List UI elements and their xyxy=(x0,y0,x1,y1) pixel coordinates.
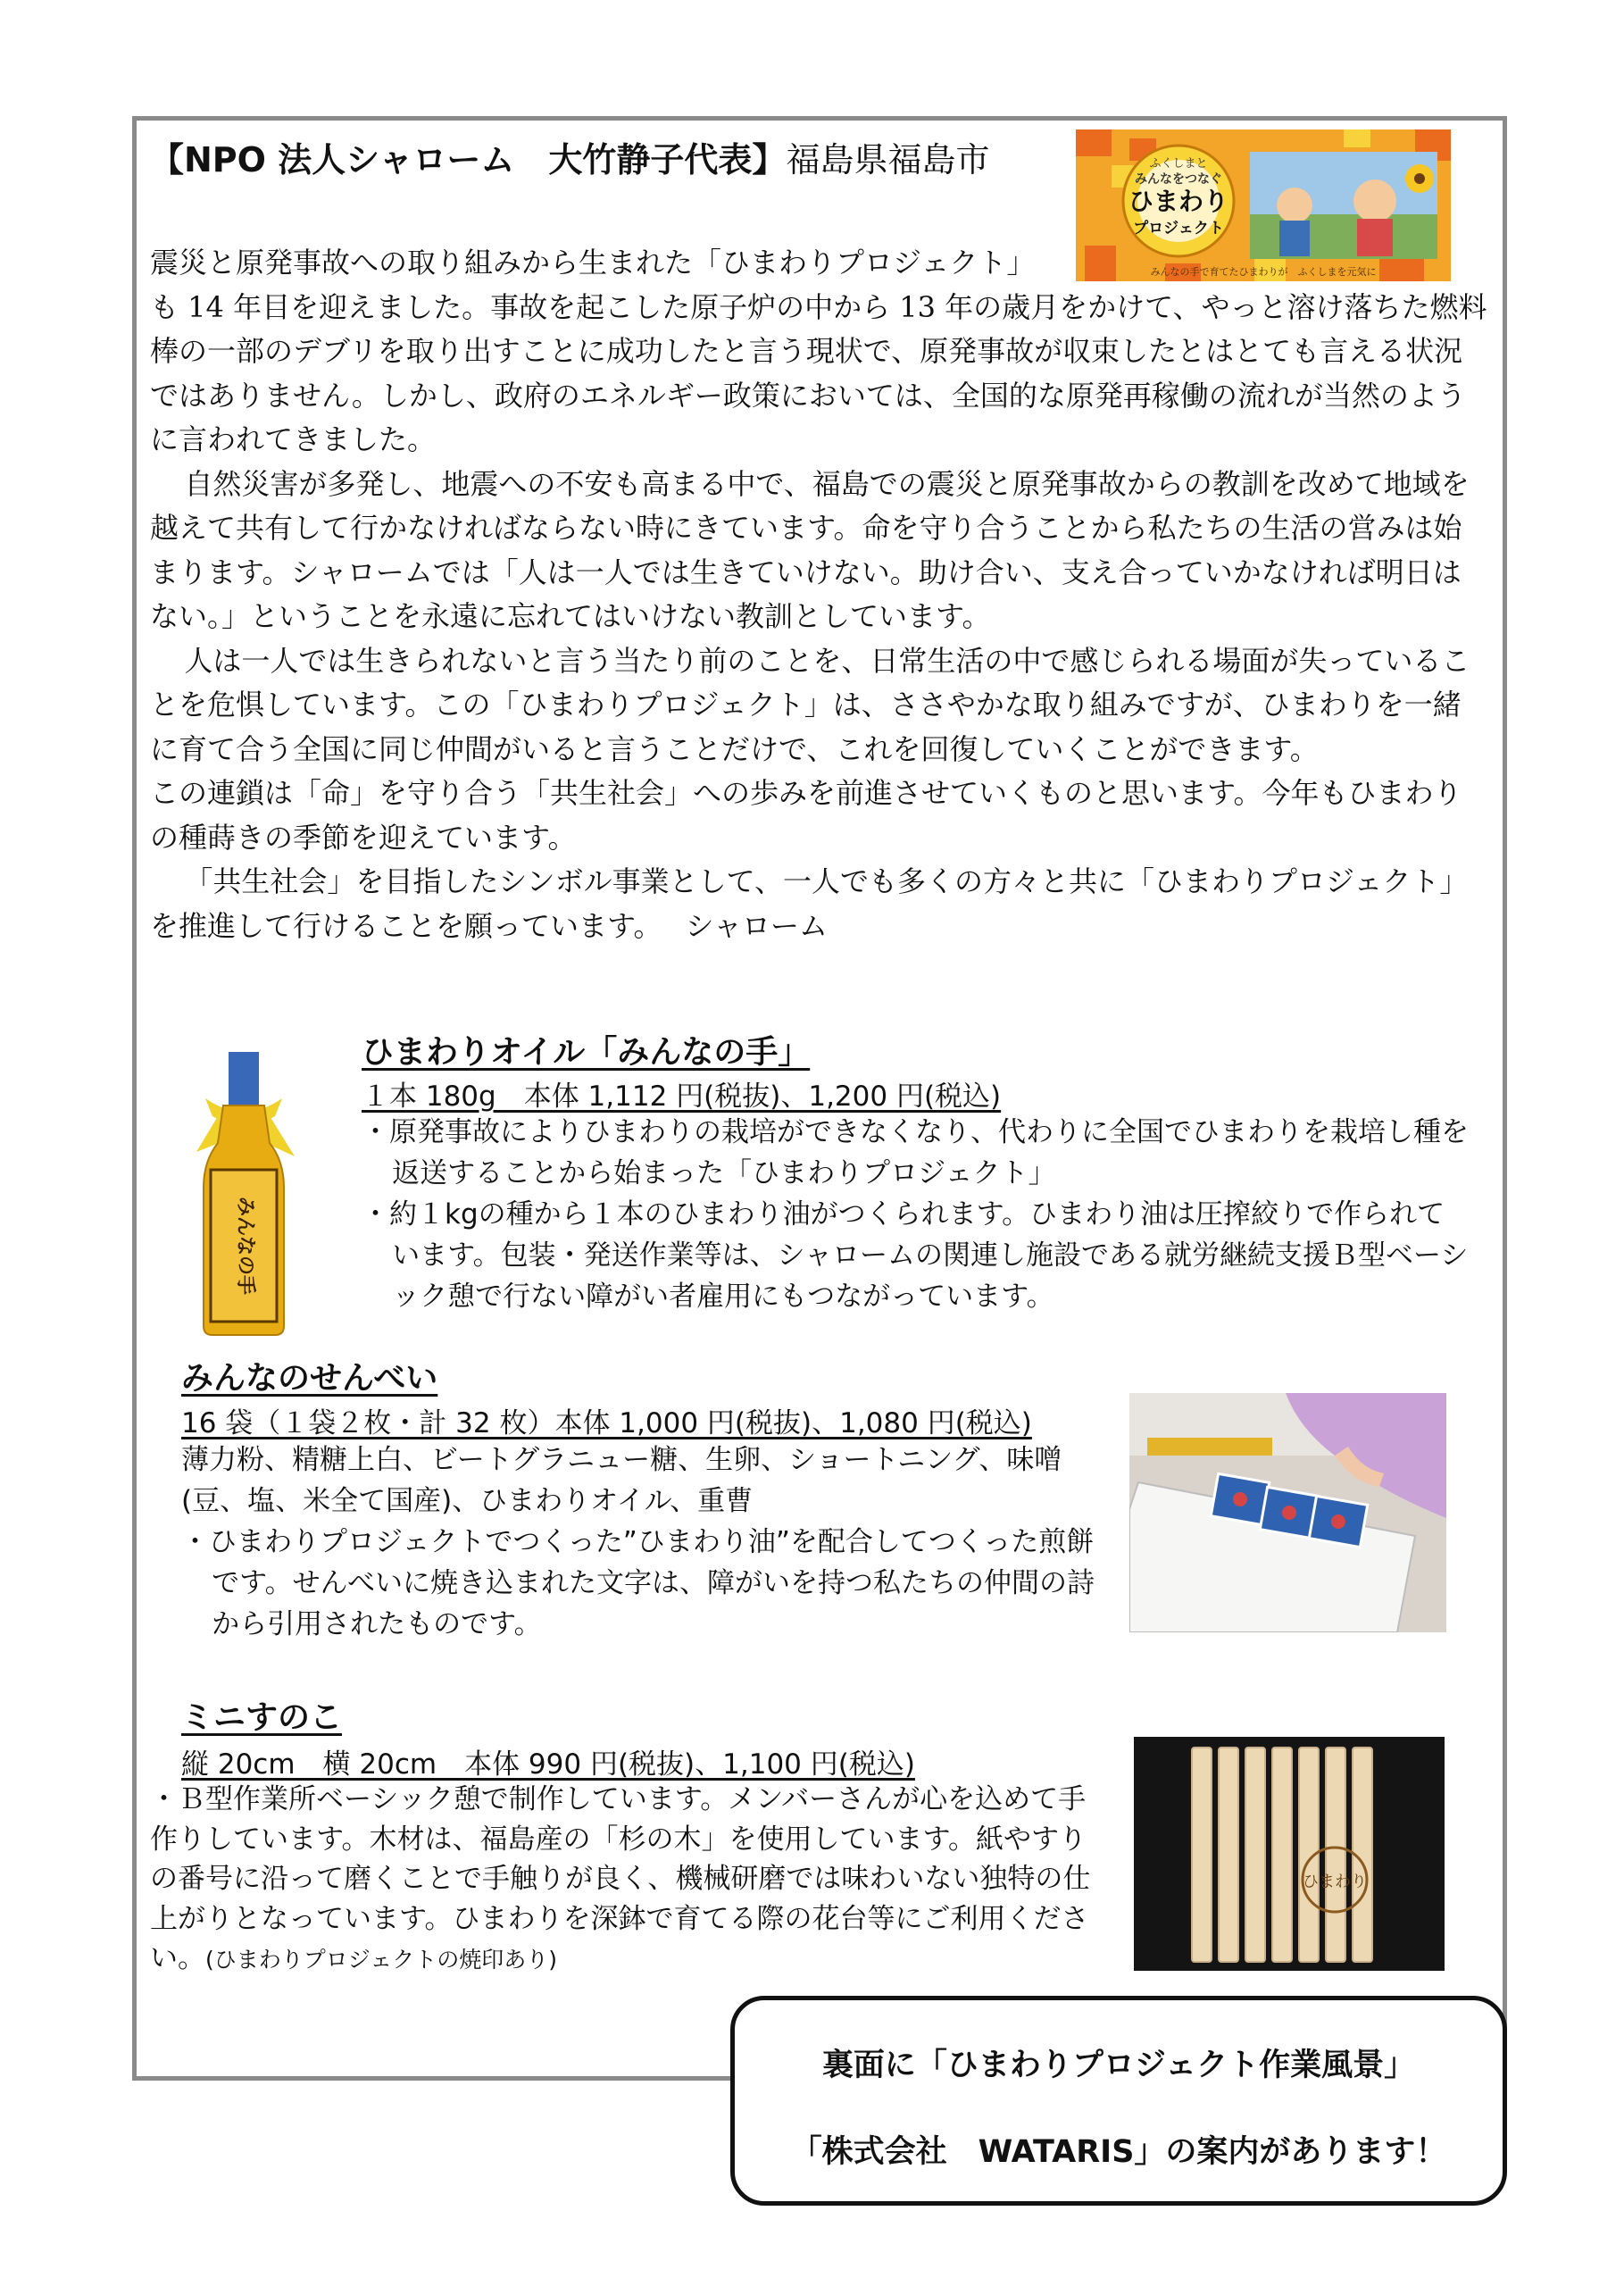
senbei-packing-photo xyxy=(1129,1393,1446,1632)
oil-label-text: みんなの手 xyxy=(234,1196,256,1296)
banner-title-sub: プロジェクト xyxy=(1133,220,1224,238)
product2-bullet: ・ひまわりプロジェクトでつくった”ひまわり油”を配合してつくった煎餅です。せんべいに焼き込まれた文字は、障がいを持つ私たちの仲間の詩から引用されたものです。 xyxy=(181,1526,1095,1640)
org-location: 福島県福島市 xyxy=(786,140,990,179)
product3-price: 縦 20cm 横 20cm 本体 990 円(税抜)、1,100 円(税込) xyxy=(181,1748,915,1781)
org-name: 【NPO 法人シャローム 大竹静子代表】 xyxy=(150,140,787,179)
product3-title: ミニすのこ xyxy=(181,1699,343,1736)
notice-line-2: 「株式会社 WATARIS」の案内があります！ xyxy=(790,2134,1447,2170)
banner-title-main: ひまわり xyxy=(1128,187,1229,216)
product3-description xyxy=(150,1780,1110,1981)
intro-paragraph-1-first: 震災と原発事故への取り組みから生まれた「ひまわりプロジェクト」 xyxy=(150,246,1036,279)
product2-price: 16 袋（１袋２枚・計 32 枚）本体 1,000 円(税抜)、1,080 円(税込) xyxy=(181,1407,1032,1439)
product1-description xyxy=(362,1112,1469,1317)
sunoko-photo xyxy=(1134,1737,1445,1971)
intro-paragraph-3: 人は一人では生きられないと言う当たり前のことを、日常生活の中で感じられる場面が失っていることを危惧しています。この「ひまわりプロジェクト」は、ささやかな取り組みですが、ひまわりを一緒に育て合う全国に同じ仲間がいると言うことだけで、これを回復していくことができます。 xyxy=(150,643,1470,766)
product1-bullet-1: ・原発事故によりひまわりの栽培ができなくなり、代わりに全国でひまわりを栽培し種を返送することから始まった「ひまわりプロジェクト」 xyxy=(362,1116,1469,1189)
product1-bullet-2: ・約１kgの種から１本のひまわり油がつくられます。ひまわり油は圧搾絞りで作られています。包装・発送作業等は、シャロームの関連し施設である就労継続支援Ｂ型ベーシック憩で行ない障がい者雇用にもつながっています。 xyxy=(362,1198,1469,1313)
product2-description xyxy=(181,1439,1110,1645)
page-header xyxy=(150,132,989,181)
product1-price: １本 180g 本体 1,112 円(税抜)、1,200 円(税込) xyxy=(362,1080,1002,1113)
product2-title: みんなのせんべい xyxy=(181,1360,438,1397)
product1-title: ひまわりオイル「みんなの手」 xyxy=(362,1034,811,1071)
intro-paragraph-4: この連鎖は「命」を守り合う「共生社会」への歩みを前進させていくものと思います。今年もひまわりの種蒔きの季節を迎えています。 xyxy=(150,776,1462,855)
product3-note: (ひまわりプロジェクトの焼印あり) xyxy=(205,1947,558,1973)
back-page-notice xyxy=(730,1996,1507,2206)
intro-section xyxy=(150,241,1489,948)
product2-ingredients: 薄力粉、精糖上白、ビートグラニュー糖、生卵、ショートニング、味噌(豆、塩、米全て国産)、ひまわりオイル、重曹 xyxy=(181,1444,1062,1517)
intro-paragraph-1-rest: も 14 年目を迎えました。事故を起こした原子炉の中から 13 年の歳月をかけて、やっと溶け落ちた燃料棒の一部のデブリを取り出すことに成功したと言う現状で、原発事故が収束したとはとても言える状況ではありません。しかし、政府のエネルギー政策においては、全国的な原発再稼働の流れが当然のように言われてきました。 xyxy=(150,289,1487,456)
banner-title-mid: みんなをつなぐ xyxy=(1135,172,1222,187)
intro-paragraph-2: 自然災害が多発し、地震への不安も高まる中で、福島での震災と原発事故からの教訓を改めて地域を越えて共有して行かなければならない時にきています。命を守り合うことから私たちの生活の営みは始まります。シャロームでは「人は一人では生きていけない。助け合い、支え合っていかなければ明日はない。」ということを永遠に忘れてはいけない教訓としています。 xyxy=(150,466,1470,633)
banner-title-top: ふくしまと xyxy=(1149,157,1208,171)
sunflower-oil-bottle-image xyxy=(170,1045,317,1339)
sunoko-brand-mark: ひまわり xyxy=(1303,1873,1367,1891)
product3-body: ・Ｂ型作業所ベーシック憩で制作しています。メンバーさんが心を込めて手作りしています。木材は、福島産の「杉の木」を使用しています。紙やすりの番号に沿って磨くことで手触りが良く、機械研磨では味わいない独特の仕上がりとなっています。ひまわりを深鉢で育てる際の花台等にご利用ください。 xyxy=(150,1783,1091,1974)
notice-line-1: 裏面に「ひまわりプロジェクト作業風景」 xyxy=(821,2048,1416,2083)
intro-paragraph-5: 「共生社会」を目指したシンボル事業として、一人でも多くの方々と共に「ひまわりプロジェクト」を推進して行けることを願っています。 シャローム xyxy=(150,864,1469,943)
banner-caption: みんなの手で育てたひまわりが ふくしまを元気に xyxy=(1150,266,1377,278)
